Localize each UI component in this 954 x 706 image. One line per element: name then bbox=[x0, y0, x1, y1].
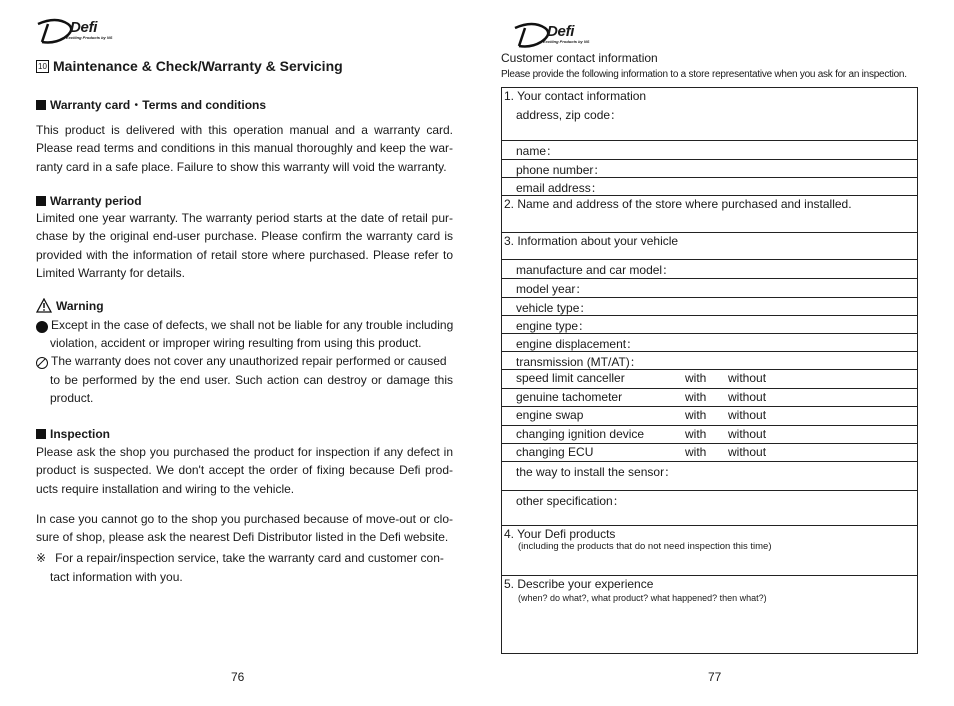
experience-heading: 5. Describe your experience bbox=[504, 577, 654, 591]
warning-triangle-icon bbox=[36, 298, 52, 313]
form-row-phone[interactable] bbox=[502, 160, 917, 178]
brand-name: Defi bbox=[70, 19, 98, 36]
brand-tagline: Exciting Products by NS bbox=[66, 35, 113, 40]
warranty-period-text: Limited one year warranty. The warranty period starts at the date of retail pur-chase by the original end-user purchase. Please confirm the warranty card is provided with the information of retail store where purchased. Please refer to Limited Warranty for details. bbox=[36, 211, 453, 280]
option-with[interactable]: with bbox=[685, 371, 707, 385]
form-row-store[interactable] bbox=[502, 196, 917, 233]
option-with[interactable]: with bbox=[685, 427, 707, 441]
warranty-period-heading-text: Warranty period bbox=[50, 194, 142, 208]
option-without[interactable]: without bbox=[728, 408, 767, 422]
option-label: changing ECU bbox=[516, 445, 594, 459]
page-number: 76 bbox=[231, 670, 245, 684]
option-without[interactable]: without bbox=[728, 427, 767, 441]
square-bullet-icon bbox=[36, 100, 46, 110]
defi-logo bbox=[513, 22, 590, 48]
transmission-label: transmission (MT/AT)： bbox=[516, 355, 642, 369]
right-page bbox=[477, 0, 954, 706]
warranty-card-heading bbox=[36, 96, 266, 113]
model-year-label: model year： bbox=[516, 282, 588, 296]
vehicle-heading: 3. Information about your vehicle bbox=[504, 234, 679, 248]
form-row-experience[interactable] bbox=[502, 576, 917, 653]
form-row-email[interactable] bbox=[502, 178, 917, 196]
page-title bbox=[36, 58, 343, 74]
warning-item-1 bbox=[36, 318, 453, 332]
warranty-period-heading bbox=[36, 194, 142, 208]
section-number: 10 bbox=[36, 60, 49, 73]
form-row-option bbox=[502, 426, 917, 444]
inspection-text-2: In case you cannot go to the shop you purchased because of move-out or clo-sure of shop, please ask the nearest Defi Distributor listed in the Defi website. bbox=[36, 512, 453, 545]
form-row-engine-type[interactable] bbox=[502, 316, 917, 334]
warning-item-2-cont: to be performed by the end user. Such action can destroy or damage this product. bbox=[50, 373, 453, 406]
form-row-vehicle-heading bbox=[502, 233, 917, 260]
prohibited-icon bbox=[36, 357, 48, 369]
option-label: genuine tachometer bbox=[516, 390, 623, 404]
form-row-option bbox=[502, 370, 917, 389]
warranty-card-heading-text: Warranty card・Terms and conditions bbox=[50, 98, 267, 112]
form-row-option bbox=[502, 444, 917, 462]
exclamation-icon bbox=[36, 321, 48, 333]
engine-displacement-label: engine displacement： bbox=[516, 337, 639, 351]
warning-item-1-cont: violation, accident or improper wiring resulting from using this product. bbox=[50, 336, 422, 350]
warning-item-2-text: The warranty does not cover any unauthorized repair performed or caused bbox=[51, 354, 447, 368]
page-number: 77 bbox=[708, 670, 722, 684]
warning-heading-text: Warning bbox=[56, 298, 104, 313]
products-heading: 4. Your Defi products bbox=[504, 527, 616, 541]
form-row-option bbox=[502, 407, 917, 426]
warning-item-1-text: Except in the case of defects, we shall not be liable for any trouble including bbox=[51, 318, 454, 332]
engine-type-label: engine type： bbox=[516, 319, 591, 333]
form-row-model-year[interactable] bbox=[502, 279, 917, 298]
option-with[interactable]: with bbox=[685, 408, 707, 422]
form-row-vehicle-type[interactable] bbox=[502, 298, 917, 316]
form-row-address[interactable] bbox=[502, 88, 917, 141]
name-label: name： bbox=[516, 144, 559, 158]
sensor-install-label: the way to install the sensor： bbox=[516, 465, 677, 479]
manufacturer-label: manufacture and car model： bbox=[516, 263, 675, 277]
form-row-manufacturer[interactable] bbox=[502, 260, 917, 279]
store-label: 2. Name and address of the store where purchased and installed. bbox=[504, 197, 852, 211]
section-title-text: Maintenance & Check/Warranty & Servicing bbox=[53, 58, 343, 74]
defi-logo bbox=[36, 18, 113, 44]
option-with[interactable]: with bbox=[685, 445, 707, 459]
form-row-sensor-install[interactable] bbox=[502, 462, 917, 491]
experience-note: (when? do what?, what product? what happened? then what?) bbox=[518, 593, 767, 603]
other-spec-label: other specification： bbox=[516, 494, 625, 508]
form-subcaption: Please provide the following information to a store representative when you ask for an inspection. bbox=[501, 69, 907, 80]
warning-heading bbox=[36, 298, 104, 313]
square-bullet-icon bbox=[36, 196, 46, 206]
form-caption: Customer contact information bbox=[501, 51, 658, 65]
note-mark-icon: ※ bbox=[36, 551, 47, 565]
inspection-note bbox=[36, 551, 444, 565]
contact-heading: 1. Your contact information bbox=[504, 89, 647, 103]
form-row-name[interactable] bbox=[502, 141, 917, 160]
warning-item-2 bbox=[36, 354, 447, 368]
form-row-engine-displacement[interactable] bbox=[502, 334, 917, 352]
option-with[interactable]: with bbox=[685, 390, 707, 404]
form-row-products[interactable] bbox=[502, 526, 917, 576]
form-row-other-spec[interactable] bbox=[502, 491, 917, 526]
address-label: address, zip code： bbox=[516, 108, 623, 122]
inspection-note-text: For a repair/inspection service, take the warranty card and customer con- bbox=[55, 551, 444, 565]
brand-name: Defi bbox=[547, 23, 575, 40]
products-note: (including the products that do not need inspection this time) bbox=[518, 541, 772, 552]
vehicle-type-label: vehicle type： bbox=[516, 301, 592, 315]
option-without[interactable]: without bbox=[728, 445, 767, 459]
inspection-note-cont: tact information with you. bbox=[50, 570, 183, 584]
inspection-heading bbox=[36, 427, 110, 441]
inspection-heading-text: Inspection bbox=[50, 427, 111, 441]
option-without[interactable]: without bbox=[728, 390, 767, 404]
brand-tagline: Exciting Products by NS bbox=[543, 39, 590, 44]
option-label: engine swap bbox=[516, 408, 584, 422]
square-bullet-icon bbox=[36, 429, 46, 439]
phone-label: phone number： bbox=[516, 163, 606, 177]
option-label: speed limit canceller bbox=[516, 371, 625, 385]
form-row-transmission[interactable] bbox=[502, 352, 917, 370]
form-row-option bbox=[502, 389, 917, 407]
option-without[interactable]: without bbox=[728, 371, 767, 385]
customer-contact-form bbox=[501, 87, 918, 654]
option-label: changing ignition device bbox=[516, 427, 645, 441]
inspection-text: Please ask the shop you purchased the product for inspection if any defect in product is suspected. We don't accept the order of fixing because Defi prod-ucts require installation and wiring to the vehicle. bbox=[36, 445, 453, 496]
warranty-card-text: This product is delivered with this operation manual and a warranty card. Please read terms and conditions in this manual thoroughly and keep the war-ranty card in a safe place. Failure to show this warranty will void the warranty. bbox=[36, 123, 453, 174]
email-label: email address： bbox=[516, 181, 603, 195]
